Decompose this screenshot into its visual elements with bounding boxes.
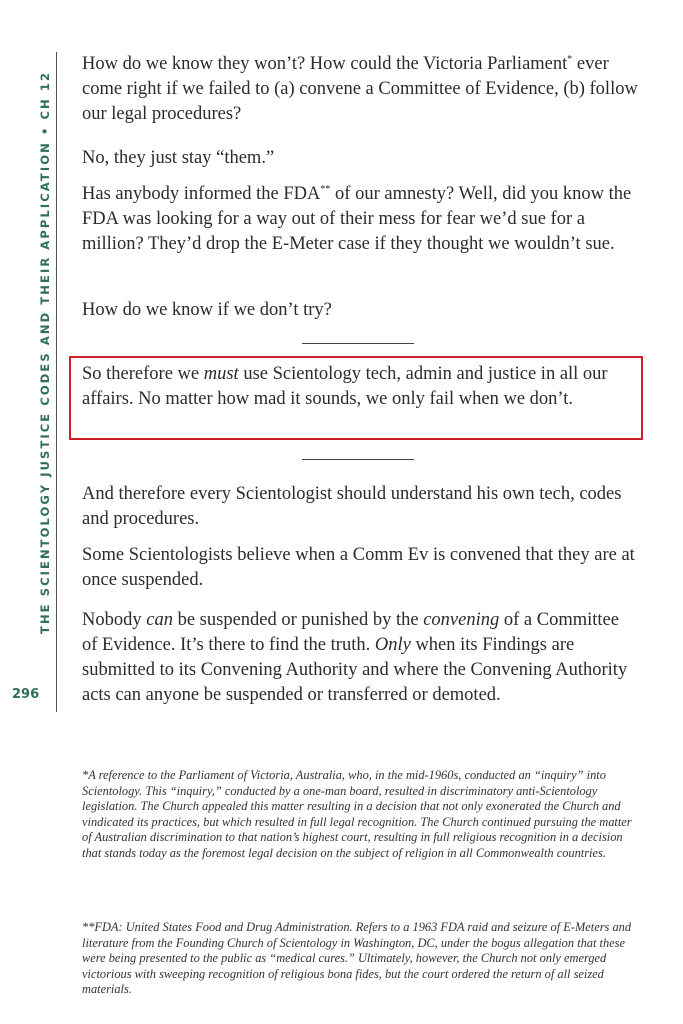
- section-divider-bottom: [302, 459, 414, 460]
- paragraph-7: Some Scientologists believe when a Comm Ev is convened that they are at once suspended.: [82, 545, 635, 590]
- vertical-rule: [56, 52, 57, 712]
- page-number: 296: [12, 687, 40, 702]
- paragraph-3: Has anybody informed the FDA** of our amnesty? Well, did you know the FDA was looking for a way out of their mess for fear we’d sue for a million? They’d drop the E-Meter case if they thought we wouldn’t sue.: [82, 183, 632, 254]
- highlighted-paragraph: So therefore we must use Scientology tech, admin and justice in all our affairs. No matter how mad it sounds, we only fail when we don’t.: [82, 364, 608, 409]
- footnote-fda: **FDA: United States Food and Drug Administration. Refers to a 1963 FDA raid and seizure of E-Meters and literature from the Founding Church of Scientology in Washington, DC, under the bogus allegation that these were being presented to the public as “medical cures.” Ultimately, however, the Church not only emerged victorious with sweeping recognition of religious bona fides, but the court ordered the return of all seized materials.: [82, 920, 632, 997]
- paragraph-6: And therefore every Scientologist should understand his own tech, codes and procedures.: [82, 484, 622, 529]
- paragraph-8: Nobody can be suspended or punished by the convening of a Committee of Evidence. It’s there to find the truth. Only when its Findings are submitted to its Convening Authority and where the Convening Authority acts can anyone be suspended or transferred or demoted.: [82, 610, 628, 705]
- section-divider-top: [302, 343, 414, 344]
- paragraph-2: No, they just stay “them.”: [82, 148, 275, 168]
- running-head: THE SCIENTOLOGY JUSTICE CODES AND THEIR APPLICATION • CH 12: [38, 70, 52, 634]
- footnote-victoria: *A reference to the Parliament of Victoria, Australia, who, in the mid-1960s, conducted an “inquiry” into Scientology. This “inquiry,” conducted by a one-man board, resulted in discriminatory anti-Scientology legislation. The Church appealed this matter resulting in a decision that not only exonerated the Church and vindicated its practices, but which resulted in full legal recognition. The Church continued pursuing the matter of Australian discrimination to that nation’s highest court, resulting in full religious recognition in a decision that stands today as the foremost legal decision on the subject of religion in all Commonwealth countries.: [82, 768, 632, 860]
- paragraph-1: How do we know they won’t? How could the Victoria Parliament* ever come right if we failed to (a) convene a Committee of Evidence, (b) follow our legal procedures?: [82, 53, 638, 124]
- paragraph-4: How do we know if we don’t try?: [82, 300, 332, 320]
